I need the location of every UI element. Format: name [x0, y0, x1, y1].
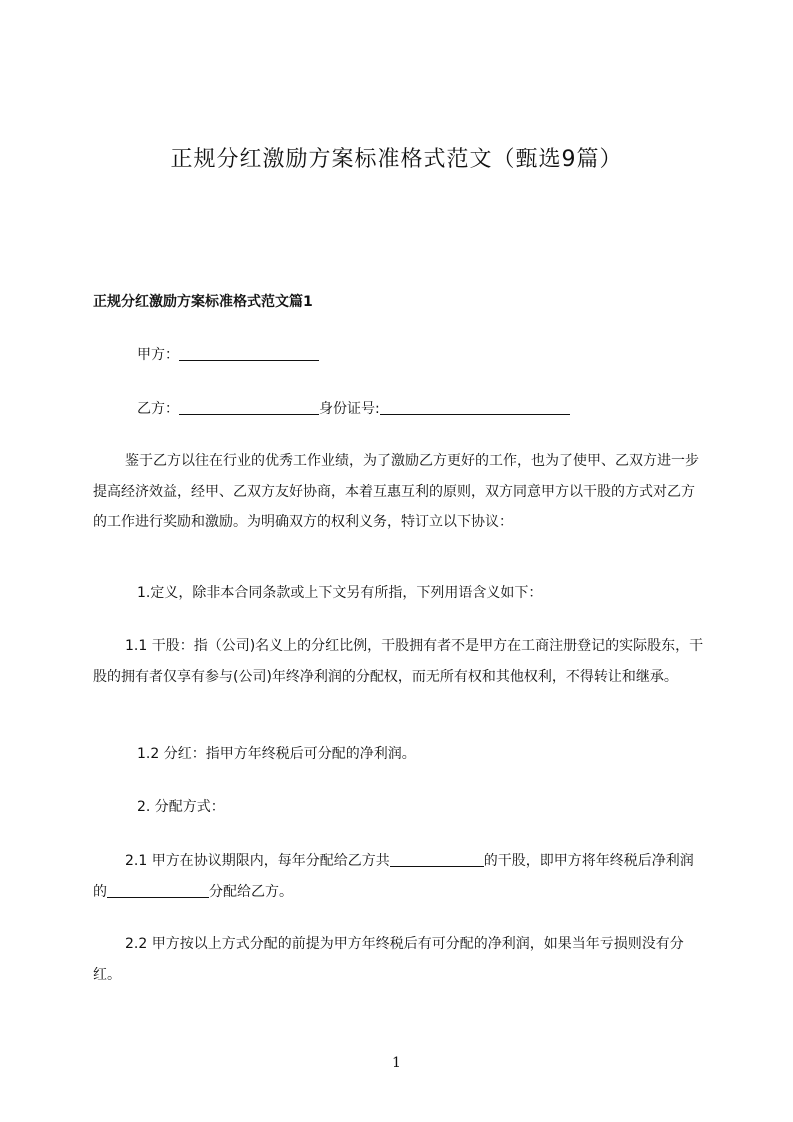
share-blank — [390, 851, 484, 867]
clause-1: 1.定义，除非本合同条款或上下文另有所指，下列用语含义如下： — [137, 585, 543, 601]
clause-2-2: 2.2 甲方按以上方式分配的前提为甲方年终税后有可分配的净利润，如果当年亏损则没有分红。 — [93, 936, 684, 983]
party-a-label: 甲方： — [137, 347, 179, 363]
clause-1-2: 1.2 分红：指甲方年终税后可分配的净利润。 — [137, 746, 416, 762]
clause-2-1 — [93, 846, 705, 907]
clause-2-1-part-a: 2.1 甲方在协议期限内，每年分配给乙方共 — [125, 853, 390, 869]
party-b-label: 乙方： — [137, 401, 179, 417]
intro-paragraph: 鉴于乙方以往在行业的优秀工作业绩，为了激励乙方更好的工作，也为了使甲、乙双方进一步提高经济效益，经甲、乙双方友好协商，本着互惠互利的原则，双方同意甲方以干股的方式对乙方的工作进行奖励和激励。为明确双方的权利义务，特订立以下协议： — [93, 453, 699, 530]
party-b-blank — [179, 399, 319, 415]
id-label: 身份证号: — [319, 401, 380, 417]
document-title: 正规分红激励方案标准格式范文（甄选9篇） — [170, 147, 623, 172]
party-a-blank — [179, 345, 319, 361]
clause-2-1-part-c: 分配给乙方。 — [209, 883, 293, 900]
clause-2: 2. 分配方式： — [137, 799, 225, 815]
clause-2-1-part-b: 的干股，即甲方将年终税后净利润的 — [93, 853, 694, 900]
party-b-line — [137, 394, 749, 425]
profit-blank — [107, 882, 209, 898]
id-blank — [380, 399, 570, 415]
section-heading: 正规分红激励方案标准格式范文篇1 — [93, 294, 313, 310]
page-number: 1 — [392, 1055, 401, 1071]
party-a-line — [137, 340, 749, 371]
clause-1-1: 1.1 干股：指（公司)名义上的分红比例，干股拥有者不是甲方在工商注册登记的实际股东，干股的拥有者仅享有参与(公司)年终净利润的分配权，而无所有权和其他权利，不得转让和继承。 — [93, 638, 704, 685]
